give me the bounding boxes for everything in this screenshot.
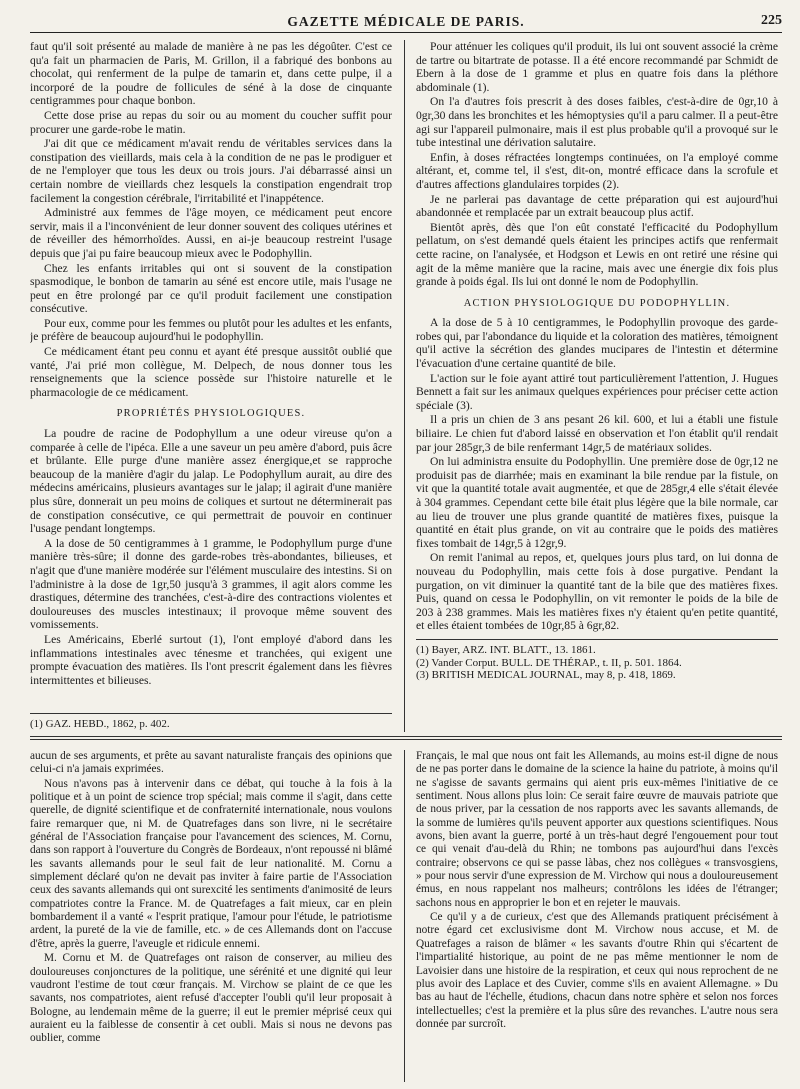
paragraph: aucun de ses arguments, et prête au savant naturaliste français des opinions que celui-ci n'a jamais exprimées. [30, 750, 392, 776]
paragraph: M. Cornu et M. de Quatrefages ont raison de conserver, au milieu des douloureuses conjonctures de la politique, une sérénité et une dignité qui leur vaudront l'estime de tout cœur français. M. Virchow se plaint de ce que les savants, nos compatriotes, aient refusé d'accepter l'oubli qu'il leur proposait à Bologne, au lendemain même de la guerre; il eut le premier méprisé ceux qui auraient eu la faiblesse de consentir à cet oubli. Mais si nous ne devons pas oublier, comme [30, 952, 392, 1045]
newspaper-page [30, 10, 782, 1082]
column-rule [404, 40, 405, 732]
paragraph: Chez les enfants irritables qui ont si souvent de la constipation spasmodique, le bonbon de tamarin au séné est encore utile, mais l'usage ne peut en être prolongé par ce qu'il produit facilement une constipation consécutive. [30, 261, 392, 316]
lower-right-column [416, 750, 778, 1082]
paragraph: Ce qu'il y a de curieux, c'est que des Allemands pratiquent précisément à notre égard cet exclusivisme dont M. Virchow nous accuse, et M. de Quatrefages a raison de blâmer « les savants d'outre Rhin qui s'écartent de l'impartialité historique, au point de ne pas même mentionner le nom de Lavoisier dans une histoire de la respiration, et ceux qui nous reprochent de ne plus avoir des Laplace et des Cuvier, comme s'ils en avaient Allemagne. » Du bas au haut de l'échelle, étudions, chacun dans notre sphère et selon nos forces intellectuelles; c'est la première et la plus sûre des revanches. L'autre nous sera donnée par surcroît. [416, 911, 778, 1030]
lower-section [30, 750, 782, 1082]
paragraph: J'ai dit que ce médicament m'avait rendu de véritables services dans la constipation des vieillards, mais cela à la condition de ne pas le prodiguer et de ne l'employer que tous les deux ou trois jours. J'ai débarrassé ainsi un certain nombre de vieillards chez lesquels la constipation engendrait trop facilement la congestion cérébrale, l'irritabilité et l'inappétence. [30, 137, 392, 205]
section-heading: PROPRIÉTÉS PHYSIOLOGIQUES. [116, 408, 306, 420]
footnotes [416, 639, 778, 682]
paragraph: On lui administra ensuite du Podophyllin. Une première dose de 0gr,12 ne produisit pas de diarrhée; mais en examinant la bile rendue par la fistule, on vit que la quantité totale avait augmentée, et que de 285gr,4 elle s'était élevée à 304 grammes. Cependant cette bile était plus légère que la bile normale, car au lieu de trouver une plus grande quantité de matières fixes, puisque la quantité en était plus grande, on vit au contraire que le poids des matières fixes tombait de 14gr,5 à 12gr,9. [416, 455, 778, 550]
paragraph: La poudre de racine de Podophyllum a une odeur vireuse qu'on a comparée à celle de l'ipéca. Elle a une saveur un peu amère d'abord, puis âcre et brûlante. Elle purge d'une manière assez énergique,et se rapproche beaucoup de la manière d'agir du jalap. Le Podophyllum aurait, au dire des médecins américains, plusieurs avantages sur le jalap; il agirait d'une manière plus sûre, donnerait un peu moins de coliques et surtout ne déterminerait pas de constipation consécutive, ce qui permettrait de pouvoir en continuer l'usage pendant longtemps. [30, 427, 392, 536]
paragraph: faut qu'il soit présenté au malade de manière à ne pas les dégoûter. C'est ce qu'a fait un pharmacien de Paris, M. Grillon, il a fabriqué des bonbons au chocolat, qui renferment de la pulpe de tamarin et, dans cette pulpe, il a incorporé de la poudre de follicules de séné à la dose de cinquante centigrammes pour chaque bonbon. [30, 40, 392, 108]
paragraph: Ce médicament étant peu connu et ayant été presque aussitôt oublié que vanté, J'ai prié mon collègue, M. Delpech, de nous donner tous les renseignements que la science possède sur l'histoire naturelle et le pharmacologie de ce médicament. [30, 345, 392, 399]
paragraph: Je ne parlerai pas davantage de cette préparation qui est aujourd'hui abandonnée et remplacée par un extrait beaucoup plus actif. [416, 192, 778, 220]
footnote: (1) Bayer, ARZ. INT. BLATT., 13. 1861. [416, 643, 596, 656]
paragraph: On l'a d'autres fois prescrit à des doses faibles, c'est-à-dire de 0gr,10 à 0gr,30 dans les bronchites et les hémoptysies qu'il a paru calmer. Il a peut-être agi sur l'appareil pulmonaire, mais il est plus probable qu'il a provoqué sur le tube intestinal une dérivation salutaire. [416, 95, 778, 150]
paragraph: Pour atténuer les coliques qu'il produit, ils lui ont souvent associé la crème de tartre ou bitartrate de potasse. Il a été encore recommandé par Schmidt de Ebern à la dose de 1 gramme et plus en quatre fois dans la pléthore abdominale (1). [416, 40, 778, 94]
lower-left-column [30, 750, 392, 1082]
paragraph: A la dose de 5 à 10 centigrammes, le Podophyllin provoque des garde-robes qui, par l'abondance du liquide et la coloration des matières, témoignent qu'il active la sécrétion des glandes mucipares de l'intestin et détermine l'évacuation d'une certaine quantité de bile. [416, 316, 778, 371]
paragraph: L'action sur le foie ayant attiré tout particulièrement l'attention, J. Hugues Bennett a fait sur les animaux quelques expériences pour préciser cette action spéciale (3). [416, 371, 778, 412]
page-number: 225 [761, 13, 782, 28]
paragraph: Nous n'avons pas à intervenir dans ce débat, qui touche à la fois à la politique et à un point de science trop spécial; mais comme il s'agit, dans cette querelle, de dignité scientifique et de confraternité internationale, nous voulons faire remarquer que, ni M. de Quatrefages dans son livre, ni le secrétaire général de l'Association française pour l'avancement des sciences, M. Cornu, dans son rapport à l'ouverture du Congrès de Bordeaux, n'ont repoussé ni blâmé les savants allemands pour le seul fait de leur nationalité. M. Cornu a simplement déclaré qu'on ne devait pas inviter à faire partie de l'Association ceux des savants allemands qui ont surexcité les sentiments d'animosité de leurs compatriotes contre la France. M. de Quatrefages a fait mieux, car en plein bombardement il a vanté « l'esprit pratique, l'amour pour l'étude, le patriotisme ardent, la pureté de la vie de famille, etc. » de ces Allemands dont on l'accuse d'être, après la guerre, l'aveugle et ridicule ennemi. [30, 777, 392, 950]
footnote: (1) GAZ. HEBD., 1862, p. 402. [30, 713, 392, 732]
section-divider [30, 736, 782, 740]
paragraph: Pour eux, comme pour les femmes ou plutôt pour les adultes et les enfants, je préfère de beaucoup aujourd'hui le podophyllin. [30, 316, 392, 344]
upper-left-column [30, 40, 392, 732]
paragraph: Bientôt après, dès que l'on eût constaté l'efficacité du Podophyllum pellatum, on s'est demandé quels étaient les principes actifs que renfermait cette racine, on l'analysée, et Hodgson et Lewis en ont retiré une résine qui agit de la même manière que la racine, mais avec une énergie dix fois plus grande à poids égal. Ils lui ont donné le nom de Podophyllin. [416, 220, 778, 289]
paragraph: Enfin, à doses réfractées longtemps continuées, on l'a employé comme altérant, et, comme tel, il s'est, dit-on, montré efficace dans la scrofule et d'autres affections glandulaires torpides (2). [416, 150, 778, 191]
paragraph: On remit l'animal au repos, et, quelques jours plus tard, on lui donna de nouveau du Podophyllin, mais cette fois à dose purgative. Pendant la purgation, on vit diminuer la quantité tant de la bile que des matières fixes. Puis, quand on cessa le Podophyllin, on vit remonter le poids de la bile de 203 à 238 grammes. Mais les matières fixes n'y étaient qu'en petite quantité, et elles étaient tombées de 10gr,85 à 6gr,82. [416, 551, 778, 633]
running-head [30, 10, 782, 33]
column-rule [404, 750, 405, 1082]
section-heading: ACTION PHYSIOLOGIQUE DU PODOPHYLLIN. [463, 297, 731, 309]
upper-section [30, 40, 782, 732]
paragraph: Français, le mal que nous ont fait les Allemands, au moins est-il digne de nous de ne pas porter dans le domaine de la science la haine du patriote, à moins qu'il ne s'agisse de savants germains qui aient pris eux-mêmes l'initiative de ce sentiment. Nous allons plus loin: Ce serait faire œuvre de mauvais patriote que de nous priver, par la cessation de nos rapports avec les savants allemands, de la somme de lumières qu'ils peuvent apporter aux questions scientifiques. Nous avons, bien avant la guerre, porté à un très-haut degré l'engouement pour tout ce qui venait d'au-delà du Rhin; ne tombons pas aujourd'hui dans l'excès contraire; observons ce qui se passe làbas, chez nos collègues « transvosgiens, » pour nous servir d'une expression de M. Virchow qui nous a douloureusement émus, en nous rappelant nos malheurs; contrôlons les idées de l'étranger; sachons nous en approprier le bon et en rejeter le mauvais. [416, 750, 778, 909]
footnote: (3) BRITISH MEDICAL JOURNAL, may 8, p. 418, 1869. [416, 669, 676, 682]
paragraph: A la dose de 50 centigrammes à 1 gramme, le Podophyllum purge d'une manière très-sûre; il donne des garde-robes très-abondantes, bilieuses, et n'agit que d'une manière modérée sur l'élément musculaire des intestins. Si on l'administre à la dose de 1gr,50 jusqu'à 3 grammes, il agit alors comme les drastiques, détermine des tranchées, c'est-à-dire des contractions violentes et douloureuses des muscles intestinaux; il provoque même souvent des vomissements. [30, 536, 392, 632]
paragraph: Les Américains, Eberlé surtout (1), l'ont employé d'abord dans les inflammations intestinales avec ténesme et tranchées, qui exigent une prompte évacuation des matières. Ils l'ont prescrit également dans les fièvres intermittentes et bilieuses. [30, 632, 392, 687]
paragraph: Administré aux femmes de l'âge moyen, ce médicament peut encore servir, mais il a l'inconvénient de leur donner souvent des coliques utérines et de réveiller des hémorrhoïdes. Aussi, en ai-je beaucoup restreint l'usage depuis que j'ai pu faire beaucoup mieux avec le Podophyllin. [30, 206, 392, 260]
upper-right-column [416, 40, 778, 732]
paragraph: Cette dose prise au repas du soir ou au moment du coucher suffit pour procurer une garde-robe le matin. [30, 108, 392, 136]
journal-title: GAZETTE MÉDICALE DE PARIS. [287, 14, 525, 29]
paragraph: Il a pris un chien de 3 ans pesant 26 kil. 600, et lui a établi une fistule biliaire. Le chien fut d'abord laissé en observation et l'on établit qu'il rendait par jour 285gr,3 de bile renfermant 14gr,5 de matériaux solides. [416, 413, 778, 454]
footnote: (2) Vander Corput. BULL. DE THÉRAP., t. II, p. 501. 1864. [416, 656, 682, 669]
